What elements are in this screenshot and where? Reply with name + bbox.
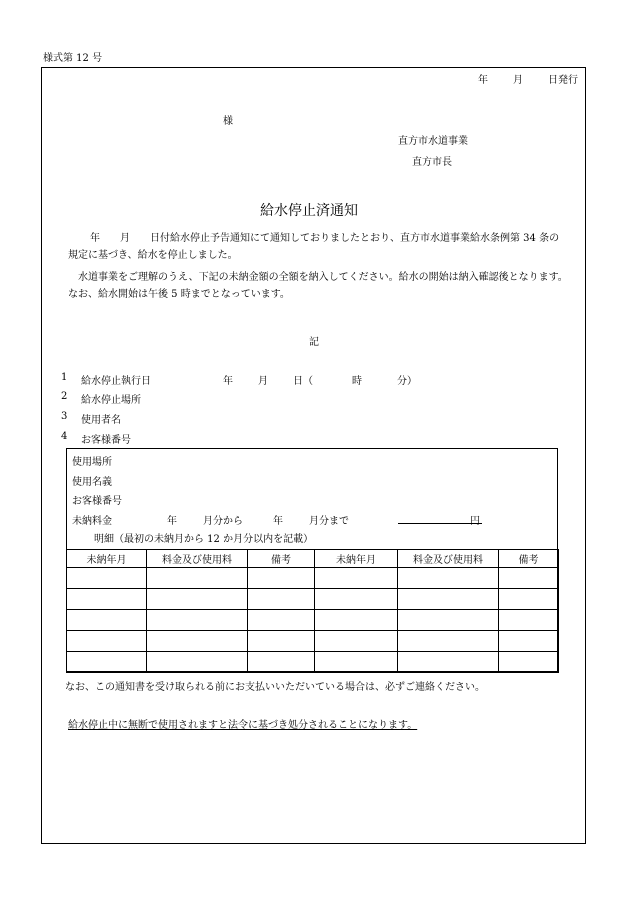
form-number: 様式第 12 号 bbox=[43, 53, 103, 64]
sender-org: 直方市水道事業 bbox=[398, 136, 468, 147]
table-cell[interactable] bbox=[67, 568, 147, 589]
table-cell[interactable] bbox=[398, 568, 499, 589]
table-cell[interactable] bbox=[248, 568, 315, 589]
addressee-suffix: 様 bbox=[223, 116, 233, 127]
table-cell[interactable] bbox=[67, 589, 147, 610]
table-row bbox=[67, 631, 559, 652]
table-cell[interactable] bbox=[147, 568, 248, 589]
table-cell[interactable] bbox=[67, 631, 147, 652]
item4-number: 4 bbox=[61, 431, 68, 442]
table-cell[interactable] bbox=[315, 568, 398, 589]
header-unpaid-month-2: 未納年月 bbox=[315, 550, 398, 568]
table-cell[interactable] bbox=[147, 631, 248, 652]
table-cell[interactable] bbox=[248, 631, 315, 652]
detail-name: 使用名義 bbox=[72, 477, 112, 488]
sender-title: 直方市長 bbox=[412, 157, 452, 168]
item1-month: 月 bbox=[258, 376, 268, 387]
table-cell[interactable] bbox=[499, 652, 559, 673]
item1-label: 給水停止執行日 bbox=[81, 376, 151, 387]
item3-number: 3 bbox=[61, 411, 68, 422]
unpaid-from-month: 月分から bbox=[203, 516, 243, 527]
unpaid-label: 未納料金 bbox=[72, 516, 112, 527]
ki-label: 記 bbox=[309, 337, 319, 348]
header-remarks-2: 備考 bbox=[499, 550, 559, 568]
table-cell[interactable] bbox=[499, 568, 559, 589]
document-title: 給水停止済通知 bbox=[260, 203, 358, 219]
item1-number: 1 bbox=[61, 372, 68, 383]
table-cell[interactable] bbox=[398, 610, 499, 631]
item2-label: 給水停止場所 bbox=[81, 395, 141, 406]
detail-place: 使用場所 bbox=[72, 457, 112, 468]
table-cell[interactable] bbox=[147, 652, 248, 673]
issue-day: 日発行 bbox=[548, 75, 578, 86]
issue-month: 月 bbox=[513, 75, 523, 86]
table-cell[interactable] bbox=[315, 610, 398, 631]
header-charge-1: 料金及び使用料 bbox=[147, 550, 248, 568]
item1-minute: 分） bbox=[397, 376, 417, 387]
table-cell[interactable] bbox=[315, 589, 398, 610]
table-cell[interactable] bbox=[67, 610, 147, 631]
header-charge-2: 料金及び使用料 bbox=[398, 550, 499, 568]
warning-note: 給水停止中に無断で使用されますと法令に基づき処分されることになります。 bbox=[68, 720, 418, 731]
table-row bbox=[67, 568, 559, 589]
yen-unit: 円 bbox=[470, 516, 480, 527]
table-row bbox=[67, 610, 559, 631]
detail-customer-no: お客様番号 bbox=[72, 496, 122, 507]
header-remarks-1: 備考 bbox=[248, 550, 315, 568]
table-cell[interactable] bbox=[248, 652, 315, 673]
item1-hour: 時 bbox=[352, 376, 362, 387]
header-unpaid-month-1: 未納年月 bbox=[67, 550, 147, 568]
item1-day: 日（ bbox=[293, 376, 313, 387]
issue-year: 年 bbox=[478, 75, 488, 86]
breakdown-note: 明細（最初の未納月から 12 か月分以内を記載） bbox=[94, 534, 314, 545]
item1-year: 年 bbox=[223, 376, 233, 387]
item4-label: お客様番号 bbox=[81, 435, 131, 446]
table-cell[interactable] bbox=[315, 652, 398, 673]
unpaid-from-year: 年 bbox=[167, 516, 177, 527]
table-cell[interactable] bbox=[248, 610, 315, 631]
table-row bbox=[67, 589, 559, 610]
paragraph-2: 水道事業をご理解のうえ、下記の未納金額の全額を納入してください。給水の開始は納入確認後となります。なお、給水開始は午後 5 時までとなっています。 bbox=[68, 272, 568, 300]
item3-label: 使用者名 bbox=[81, 415, 121, 426]
table-row bbox=[67, 652, 559, 673]
table-cell[interactable] bbox=[398, 652, 499, 673]
paragraph-1: 年 月 日付給水停止予告通知にて通知しておりましたとおり、直方市水道事業給水条例第 34 条の規定に基づき、給水を停止しました。 bbox=[68, 233, 560, 261]
table-cell[interactable] bbox=[248, 589, 315, 610]
table-cell[interactable] bbox=[398, 631, 499, 652]
unpaid-to-year: 年 bbox=[273, 516, 283, 527]
table-cell[interactable] bbox=[499, 589, 559, 610]
table-cell[interactable] bbox=[67, 652, 147, 673]
unpaid-to-month: 月分まで bbox=[309, 516, 349, 527]
table-cell[interactable] bbox=[147, 589, 248, 610]
item2-number: 2 bbox=[61, 391, 68, 402]
table-cell[interactable] bbox=[315, 631, 398, 652]
table-header-row bbox=[67, 550, 559, 568]
table-cell[interactable] bbox=[147, 610, 248, 631]
unpaid-table bbox=[66, 549, 559, 673]
table-cell[interactable] bbox=[499, 610, 559, 631]
table-cell[interactable] bbox=[398, 589, 499, 610]
contact-note: なお、この通知書を受け取られる前にお支払いいただいている場合は、必ずご連絡ください。 bbox=[65, 682, 485, 693]
table-cell[interactable] bbox=[499, 631, 559, 652]
